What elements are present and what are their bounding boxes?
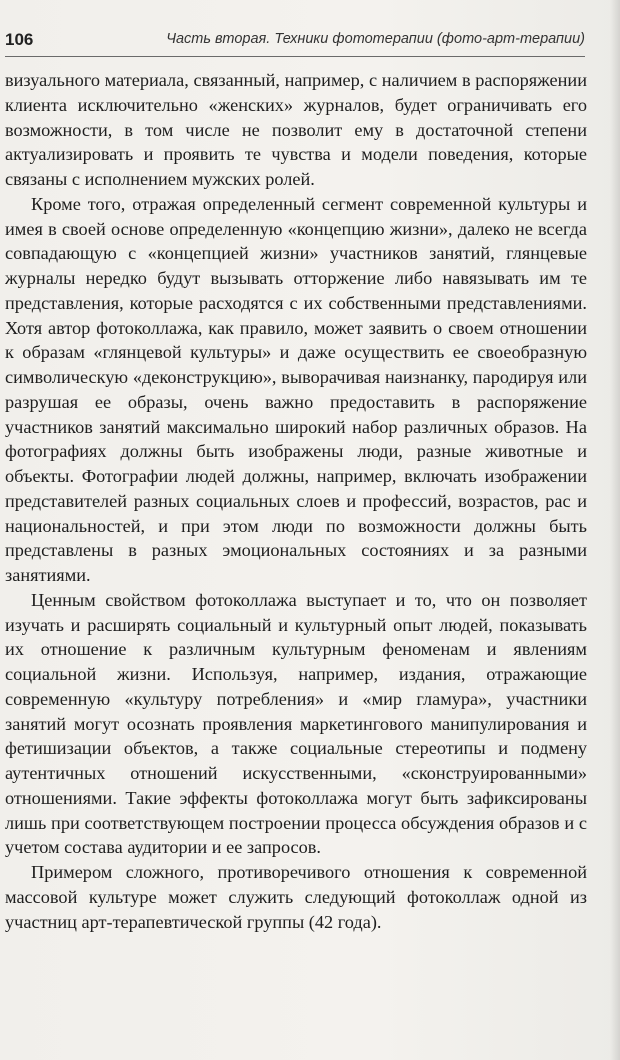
page-header bbox=[5, 30, 585, 52]
body-text bbox=[5, 68, 587, 934]
paragraph-example: Примером сложного, противоречивого отношения к современной массовой культуре может служить следующий фотоколлаж одной из участниц арт-терапевтической группы (42 года). bbox=[5, 862, 587, 932]
paragraph-photocollage-value: Ценным свойством фотоколлажа выступает и то, что он позволяет изучать и расширять социальный и культурный опыт людей, показывать их отношение к различным культурным феноменам и явлениям социальной жизни. Используя, например, издания, отражающие современную «культуру потребления» и «мир гламура», участники занятий могут осознать проявления маркетингового манипулирования и фетишизации объектов, а также социальные стереотипы и подмену аутентичных отношений искусственными, «сконструированными» отношениями. Такие эффекты фотоколлажа могут быть зафиксированы лишь при соответствующем построении процесса обсуждения образов и с учетом состава аудитории и ее запросов. bbox=[5, 589, 587, 858]
page-edge-shadow bbox=[610, 0, 620, 1060]
paragraph-continuation: визуального материала, связанный, например, с наличием в распоряжении клиента исключительно «женских» журналов, будет ограничивать его возможности, в том числе не позволит ему в достаточной степени актуализировать и проявить те чувства и модели поведения, которые связаны с исполнением мужских ролей. bbox=[5, 70, 587, 189]
header-rule bbox=[5, 56, 585, 57]
running-head: Часть вторая. Техники фототерапии (фото-арт-терапии) bbox=[166, 31, 585, 47]
paragraph-glossy-magazines: Кроме того, отражая определенный сегмент современной культуры и имея в своей основе определенную «концепцию жизни», далеко не всегда совпадающую с «концепцией жизни» участников занятий, глянцевые журналы нередко будут вызывать отторжение либо навязывать им те представления, которые расходятся с их собственными представлениями. Хотя автор фотоколлажа, как правило, может заявить о своем отношении к образам «глянцевой культуры» и даже осуществить ее своеобразную символическую «деконструкцию», выворачивая наизнанку, пародируя или разрушая ее образы, очень важно предоставить в распоряжение участников занятий максимально широкий набор различных образов. На фотографиях должны быть изображены люди, разные животные и объекты. Фотографии людей должны, например, включать изображении представителей разных социальных слоев и профессий, возрастов, рас и национальностей, и при этом люди по возможности должны быть представлены в разных эмоциональных состояниях и за разными занятиями. bbox=[5, 193, 587, 585]
page-number: 106 bbox=[5, 30, 34, 49]
